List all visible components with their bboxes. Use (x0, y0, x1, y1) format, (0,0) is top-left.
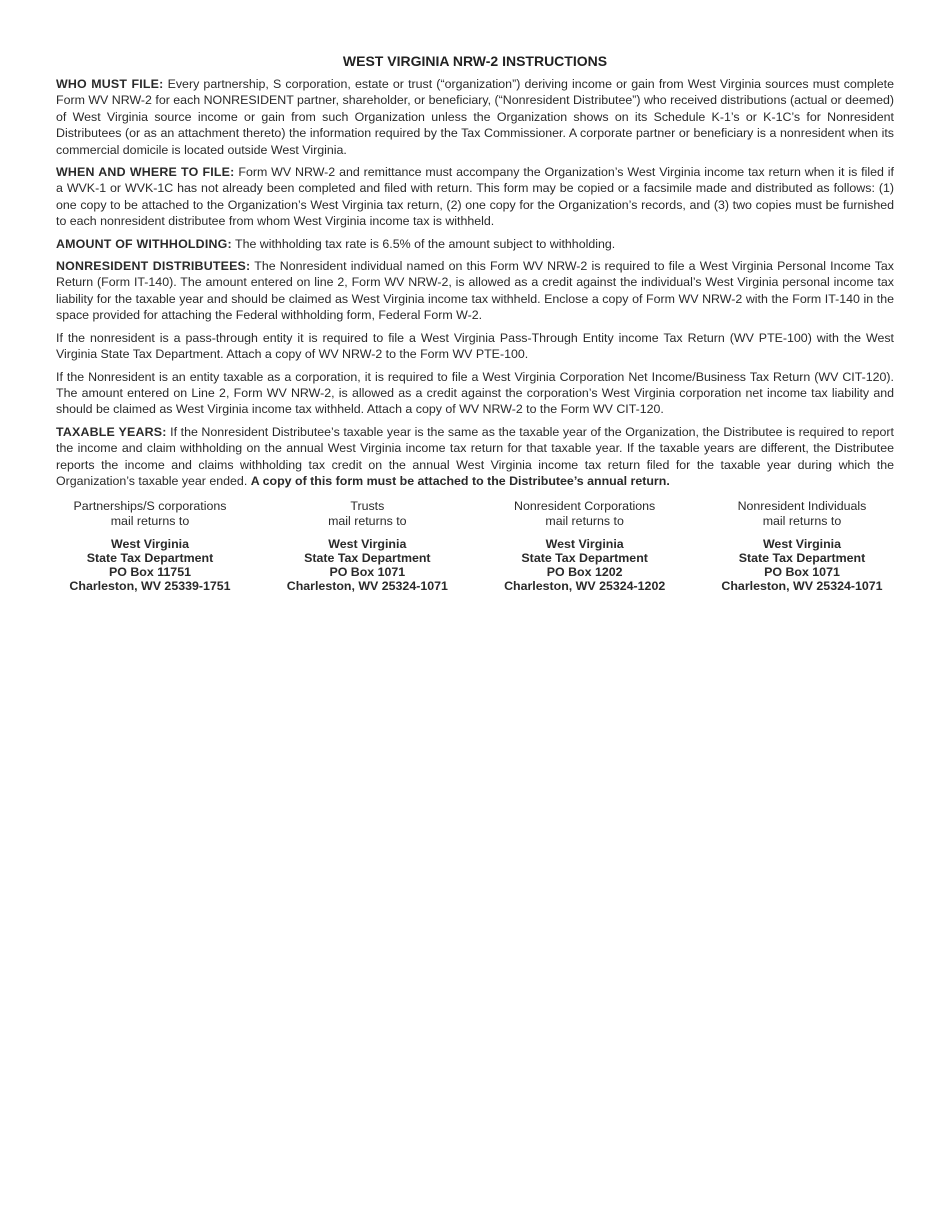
taxable-years-bold-note: A copy of this form must be attached to the Distributee’s annual return. (250, 473, 670, 488)
address-line-city: Charleston, WV 25324-1071 (721, 579, 883, 594)
address-line-state: West Virginia (328, 536, 407, 551)
withholding-heading: AMOUNT OF WITHHOLDING: (56, 236, 232, 251)
address-heading (702, 499, 902, 527)
nonresident-distributees-text: The Nonresident individual named on this Form WV NRW-2 is required to file a West Virginia Personal Income Tax Return (Form IT-140). The amount entered on line 2, Form WV NRW-2, is allowed as a credit against the individual’s West Virginia personal income tax liability for the taxable year and should be claimed as West Virginia income tax withheld. Enclose a copy of Form WV NRW-2 with the Form IT-140 in the space provided for attaching the Federal withholding form, Federal Form W-2. (56, 259, 894, 323)
address-line-po-box: PO Box 1071 (764, 565, 840, 580)
who-must-file-paragraph (56, 76, 894, 158)
address-block (702, 537, 902, 594)
who-must-file-text: Every partnership, S corporation, estate or trust (“organization”) deriving income or gain from West Virginia sources must complete Form WV NRW-2 for each NONRESIDENT partner, shareholder, or beneficiary, (“Nonresident Distributee”) who received distributions (actual or deemed) of West Virginia source income or gain from such Organization unless the Organization shows on its Schedule K-1’s or K-1C’s for Nonresident Distributees (or as an attachment thereto) the information required by the Tax Commissioner. A corporate partner or beneficiary is a nonresident when its commercial domicile is located outside West Virginia. (56, 77, 894, 157)
address-line-state: West Virginia (110, 536, 190, 551)
taxable-years-text: If the Nonresident Distributee’s taxable year is the same as the taxable year of the Organization, the Distributee is required to report the income and claim withholding on the annual West Virginia income tax return for that taxable year. If the taxable years are different, the Distributee reports the income and claims withholding tax credit on the annual West Virginia income tax return filed for the taxable year during which the Organization’s taxable year ended. (56, 424, 894, 488)
address-line-state: West Virginia (545, 536, 624, 551)
address-line-city: Charleston, WV 25339-1751 (69, 579, 231, 594)
nonresident-distributees-heading: NONRESIDENT DISTRIBUTEES: (56, 259, 251, 274)
address-instruction: mail returns to (545, 513, 624, 528)
address-recipient-type: Nonresident Individuals (737, 499, 867, 514)
withholding-text: The withholding tax rate is 6.5% of the amount subject to withholding. (231, 236, 616, 251)
taxable-years-paragraph (56, 424, 894, 490)
address-line-po-box: PO Box 11751 (109, 565, 191, 580)
address-recipient-type: Nonresident Corporations (514, 499, 656, 514)
nonresident-distributees-paragraph (56, 258, 894, 324)
address-block (485, 537, 685, 594)
address-block (267, 537, 467, 594)
address-line-department: State Tax Department (738, 550, 866, 565)
address-line-state: West Virginia (762, 536, 841, 551)
address-recipient-type: Trusts (350, 499, 385, 514)
address-partnerships (50, 499, 250, 593)
when-where-paragraph (56, 164, 894, 230)
address-instruction: mail returns to (328, 513, 407, 528)
address-heading (267, 499, 467, 527)
withholding-paragraph (56, 236, 894, 252)
corporation-paragraph: If the Nonresident is an entity taxable as a corporation, it is required to file a West Virginia Corporation Net Income/Business Tax Return (WV CIT-120). The amount entered on Line 2, Form WV NRW-2, is allowed as a credit against the corporation’s West Virginia corporation net income tax liability and should be claimed as West Virginia income tax withheld. Attach a copy of WV NRW-2 to the Form WV CIT-120. (56, 369, 894, 417)
address-trusts (267, 499, 467, 593)
address-line-department: State Tax Department (86, 550, 214, 565)
address-recipient-type: Partnerships/S corporations (73, 499, 227, 514)
address-line-department: State Tax Department (304, 550, 431, 565)
address-instruction: mail returns to (110, 513, 190, 528)
address-heading (485, 499, 685, 527)
mailing-addresses (50, 499, 902, 593)
address-individuals (702, 499, 902, 593)
instructions-page (56, 52, 894, 594)
address-corporations (485, 499, 685, 593)
when-where-text: Form WV NRW-2 and remittance must accompany the Organization’s West Virginia income tax return when it is filed if a WVK-1 or WVK-1C has not already been completed and filed with return. This form may be copied or a facsimile made and distributed as follows: (1) one copy to be attached to the Organization’s West Virginia tax return, (2) one copy for the Organization’s records, and (3) two copies must be furnished to each nonresident distributee from whom West Virginia income tax is withheld. (56, 165, 895, 229)
page-title: WEST VIRGINIA NRW-2 INSTRUCTIONS (342, 53, 608, 69)
pass-through-paragraph: If the nonresident is a pass-through entity it is required to file a West Virginia Pass-Through Entity income Tax Return (WV PTE-100) with the West Virginia State Tax Department. Attach a copy of WV NRW-2 to the Form WV PTE-100. (56, 330, 894, 362)
address-line-po-box: PO Box 1202 (546, 565, 623, 580)
taxable-years-heading: TAXABLE YEARS: (56, 424, 167, 439)
address-instruction: mail returns to (762, 513, 842, 528)
address-line-city: Charleston, WV 25324-1071 (286, 579, 448, 594)
address-line-po-box: PO Box 1071 (329, 565, 406, 580)
when-where-heading: WHEN AND WHERE TO FILE: (56, 165, 235, 180)
address-line-city: Charleston, WV 25324-1202 (504, 579, 666, 594)
who-must-file-heading: WHO MUST FILE: (56, 77, 164, 91)
address-block (50, 537, 250, 594)
address-heading (50, 499, 250, 527)
address-line-department: State Tax Department (521, 550, 648, 565)
